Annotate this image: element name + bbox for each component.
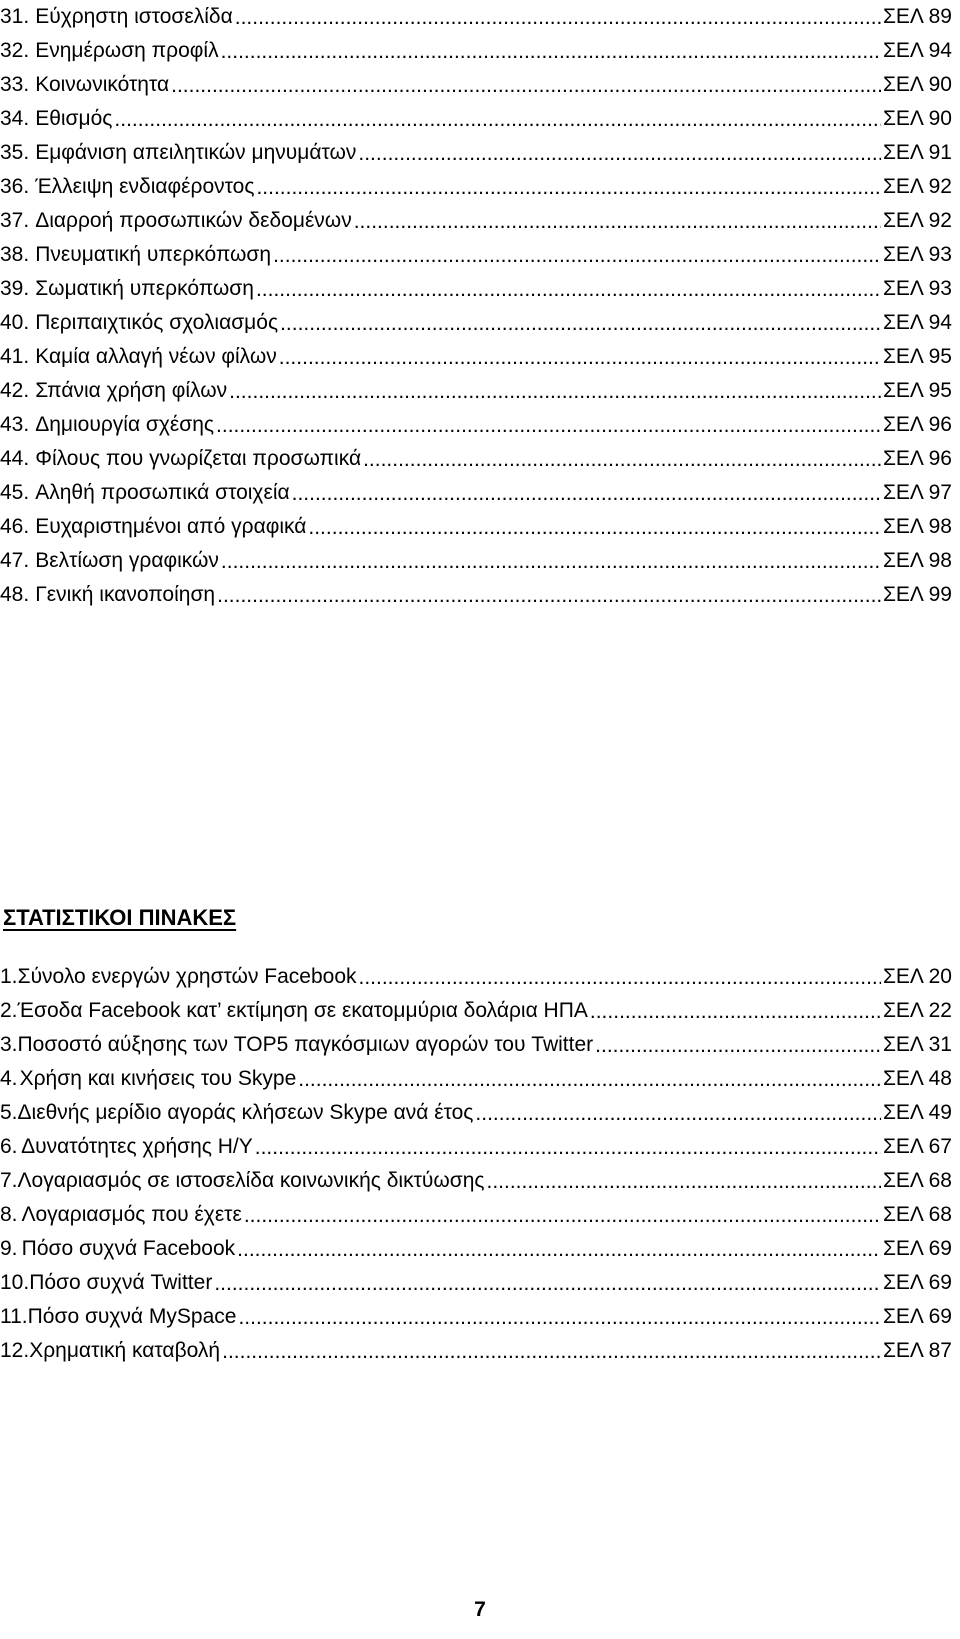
dot-leader — [279, 347, 881, 368]
dot-leader — [171, 75, 881, 96]
toc-entry — [0, 1130, 960, 1164]
toc-entry-page: ΣΕΛ 95 — [882, 345, 952, 368]
toc-entry-page: ΣΕΛ 20 — [882, 965, 952, 988]
toc-entry — [0, 0, 960, 34]
toc-entry-number: 8. — [0, 1203, 18, 1226]
toc-entry-page: ΣΕΛ 69 — [882, 1237, 952, 1260]
toc-entry-title: Διεθνής μερίδιο αγοράς κλήσεων Skype ανά έτος — [17, 1101, 474, 1124]
toc-entry-title: Χρήση και κινήσεις του Skype — [19, 1067, 297, 1090]
toc-entry-page: ΣΕΛ 90 — [882, 73, 952, 96]
toc-entry-page: ΣΕΛ 31 — [882, 1033, 952, 1056]
dot-leader — [273, 245, 881, 266]
toc-entry-number: 48. — [0, 583, 30, 606]
toc-entry-number: 1. — [0, 965, 18, 988]
toc-entry — [0, 994, 960, 1028]
toc-entry — [0, 1062, 960, 1096]
figures-toc-list — [0, 0, 960, 612]
dot-leader — [221, 551, 881, 572]
dot-leader — [363, 449, 881, 470]
dot-leader — [216, 415, 881, 436]
toc-entry-number: 7. — [0, 1169, 18, 1192]
toc-entry-title: Δυνατότητες χρήσης Η/Υ — [21, 1135, 253, 1158]
toc-entry — [0, 204, 960, 238]
toc-entry-title: Λογαριασμός σε ιστοσελίδα κοινωνικής δικτύωσης — [17, 1169, 485, 1192]
toc-entry-page: ΣΕΛ 48 — [882, 1067, 952, 1090]
toc-entry-title: Εθισμός — [35, 107, 113, 130]
dot-leader — [229, 381, 881, 402]
toc-entry — [0, 442, 960, 476]
toc-entry-title: Φίλους που γνωρίζεται προσωπικά — [35, 447, 362, 470]
toc-entry-title: Περιπαιχτικός σχολιασμός — [35, 311, 279, 334]
toc-entry-title: Καμία αλλαγή νέων φίλων — [35, 345, 277, 368]
toc-entry-number: 33. — [0, 73, 30, 96]
toc-entry-page: ΣΕΛ 95 — [882, 379, 952, 402]
toc-entry-number: 10. — [0, 1271, 30, 1294]
toc-entry-page: ΣΕΛ 92 — [882, 175, 952, 198]
toc-entry-page: ΣΕΛ 92 — [882, 209, 952, 232]
toc-entry — [0, 510, 960, 544]
toc-entry — [0, 1232, 960, 1266]
toc-entry-page: ΣΕΛ 98 — [882, 515, 952, 538]
toc-entry-number: 5. — [0, 1101, 18, 1124]
toc-entry — [0, 544, 960, 578]
toc-entry-title: Ευχαριστημένοι από γραφικά — [35, 515, 307, 538]
toc-entry-number: 35. — [0, 141, 30, 164]
toc-entry — [0, 960, 960, 994]
toc-entry — [0, 1028, 960, 1062]
dot-leader — [354, 211, 881, 232]
toc-entry-number: 12. — [0, 1339, 30, 1362]
toc-entry-page: ΣΕΛ 98 — [882, 549, 952, 572]
toc-entry-page: ΣΕΛ 68 — [882, 1203, 952, 1226]
toc-entry-title: Ενημέρωση προφίλ — [35, 39, 219, 62]
toc-entry — [0, 578, 960, 612]
toc-entry-page: ΣΕΛ 69 — [882, 1271, 952, 1294]
toc-entry-number: 2. — [0, 999, 18, 1022]
toc-entry-title: Πόσο συχνά MySpace — [27, 1305, 237, 1328]
toc-entry — [0, 170, 960, 204]
toc-entry-title: Γενική ικανοποίηση — [35, 583, 216, 606]
toc-entry-number: 46. — [0, 515, 30, 538]
toc-entry-title: Διαρροή προσωπικών δεδομένων — [35, 209, 352, 232]
toc-entry-title: Αληθή προσωπικά στοιχεία — [35, 481, 290, 504]
tables-toc-list — [0, 960, 960, 1368]
toc-entry — [0, 68, 960, 102]
toc-entry-title: Πόσο συχνά Twitter — [29, 1271, 213, 1294]
toc-entry-page: ΣΕΛ 96 — [882, 447, 952, 470]
dot-leader — [244, 1205, 881, 1226]
toc-entry-title: Πόσο συχνά Facebook — [21, 1237, 236, 1260]
dot-leader — [280, 313, 881, 334]
page-number: 7 — [474, 1598, 486, 1621]
dot-leader — [358, 143, 881, 164]
toc-entry-number: 44. — [0, 447, 30, 470]
dot-leader — [590, 1001, 881, 1022]
dot-leader — [222, 1341, 881, 1362]
toc-entry-number: 45. — [0, 481, 30, 504]
toc-entry-page: ΣΕΛ 49 — [882, 1101, 952, 1124]
toc-entry-number: 38. — [0, 243, 30, 266]
toc-entry — [0, 340, 960, 374]
toc-entry-title: Έλλειψη ενδιαφέροντος — [35, 175, 255, 198]
dot-leader — [256, 177, 880, 198]
toc-entry-number: 40. — [0, 311, 30, 334]
toc-entry-number: 9. — [0, 1237, 18, 1260]
toc-entry-title: Ποσοστό αύξησης των TOP5 παγκόσμιων αγορών του Twitter — [17, 1033, 594, 1056]
toc-entry-page: ΣΕΛ 99 — [882, 583, 952, 606]
toc-entry-title: Δημιουργία σχέσης — [35, 413, 215, 436]
toc-entry-title: Σωματική υπερκόπωση — [35, 277, 254, 300]
toc-entry-number: 42. — [0, 379, 30, 402]
dot-leader — [487, 1171, 881, 1192]
toc-entry — [0, 1266, 960, 1300]
toc-entry-page: ΣΕΛ 90 — [882, 107, 952, 130]
toc-entry — [0, 306, 960, 340]
toc-entry-page: ΣΕΛ 69 — [882, 1305, 952, 1328]
toc-entry-page: ΣΕΛ 96 — [882, 413, 952, 436]
toc-entry-number: 37. — [0, 209, 30, 232]
toc-entry-page: ΣΕΛ 68 — [882, 1169, 952, 1192]
toc-entry-page: ΣΕΛ 22 — [882, 999, 952, 1022]
toc-entry-page: ΣΕΛ 87 — [882, 1339, 952, 1362]
toc-entry-number: 32. — [0, 39, 30, 62]
dot-leader — [235, 7, 881, 28]
toc-entry — [0, 408, 960, 442]
toc-entry-title: Χρηματική καταβολή — [29, 1339, 221, 1362]
toc-entry-page: ΣΕΛ 93 — [882, 243, 952, 266]
toc-entry-title: Βελτίωση γραφικών — [35, 549, 219, 572]
toc-entry-number: 34. — [0, 107, 30, 130]
dot-leader — [595, 1035, 881, 1056]
toc-entry-number: 11. — [0, 1305, 28, 1328]
toc-entry — [0, 34, 960, 68]
toc-entry-title: Σπάνια χρήση φίλων — [35, 379, 228, 402]
toc-entry — [0, 1164, 960, 1198]
section-heading-statistical-tables: ΣΤΑΤΙΣΤΙΚΟΙ ΠΙΝΑΚΕΣ — [3, 905, 237, 930]
toc-entry — [0, 476, 960, 510]
toc-entry — [0, 374, 960, 408]
toc-entry-number: 3. — [0, 1033, 18, 1056]
toc-entry-number: 4. — [0, 1067, 18, 1090]
toc-entry-page: ΣΕΛ 89 — [882, 5, 952, 28]
dot-leader — [359, 967, 881, 988]
toc-entry-title: Εμφάνιση απειλητικών μηνυμάτων — [35, 141, 357, 164]
dot-leader — [217, 585, 881, 606]
dot-leader — [298, 1069, 881, 1090]
toc-entry-page: ΣΕΛ 94 — [882, 311, 952, 334]
dot-leader — [255, 1137, 881, 1158]
toc-entry-title: Έσοδα Facebook κατ’ εκτίμηση σε εκατομμύρια δολάρια ΗΠΑ — [17, 999, 588, 1022]
dot-leader — [308, 517, 881, 538]
toc-entry-number: 6. — [0, 1135, 18, 1158]
toc-entry-number: 36. — [0, 175, 30, 198]
toc-entry — [0, 102, 960, 136]
toc-entry — [0, 1096, 960, 1130]
toc-entry — [0, 1334, 960, 1368]
toc-entry-title: Εύχρηστη ιστοσελίδα — [35, 5, 233, 28]
toc-entry — [0, 1198, 960, 1232]
dot-leader — [114, 109, 881, 130]
toc-entry-number: 39. — [0, 277, 30, 300]
toc-entry — [0, 136, 960, 170]
toc-entry-number: 43. — [0, 413, 30, 436]
toc-entry-title: Λογαριασμός που έχετε — [21, 1203, 242, 1226]
dot-leader — [221, 41, 881, 62]
dot-leader — [475, 1103, 881, 1124]
toc-entry-page: ΣΕΛ 94 — [882, 39, 952, 62]
toc-entry-number: 31. — [0, 5, 30, 28]
toc-entry — [0, 1300, 960, 1334]
toc-entry-page: ΣΕΛ 67 — [882, 1135, 952, 1158]
toc-entry-page: ΣΕΛ 91 — [882, 141, 952, 164]
toc-entry-number: 41. — [0, 345, 30, 368]
toc-entry — [0, 272, 960, 306]
dot-leader — [292, 483, 881, 504]
toc-entry-title: Πνευματική υπερκόπωση — [35, 243, 272, 266]
toc-entry-number: 47. — [0, 549, 30, 572]
dot-leader — [214, 1273, 881, 1294]
dot-leader — [256, 279, 881, 300]
toc-entry-title: Σύνολο ενεργών χρηστών Facebook — [17, 965, 357, 988]
toc-entry-page: ΣΕΛ 93 — [882, 277, 952, 300]
dot-leader — [237, 1239, 881, 1260]
toc-entry-page: ΣΕΛ 97 — [882, 481, 952, 504]
toc-entry-title: Κοινωνικότητα — [35, 73, 170, 96]
dot-leader — [238, 1307, 880, 1328]
toc-entry — [0, 238, 960, 272]
